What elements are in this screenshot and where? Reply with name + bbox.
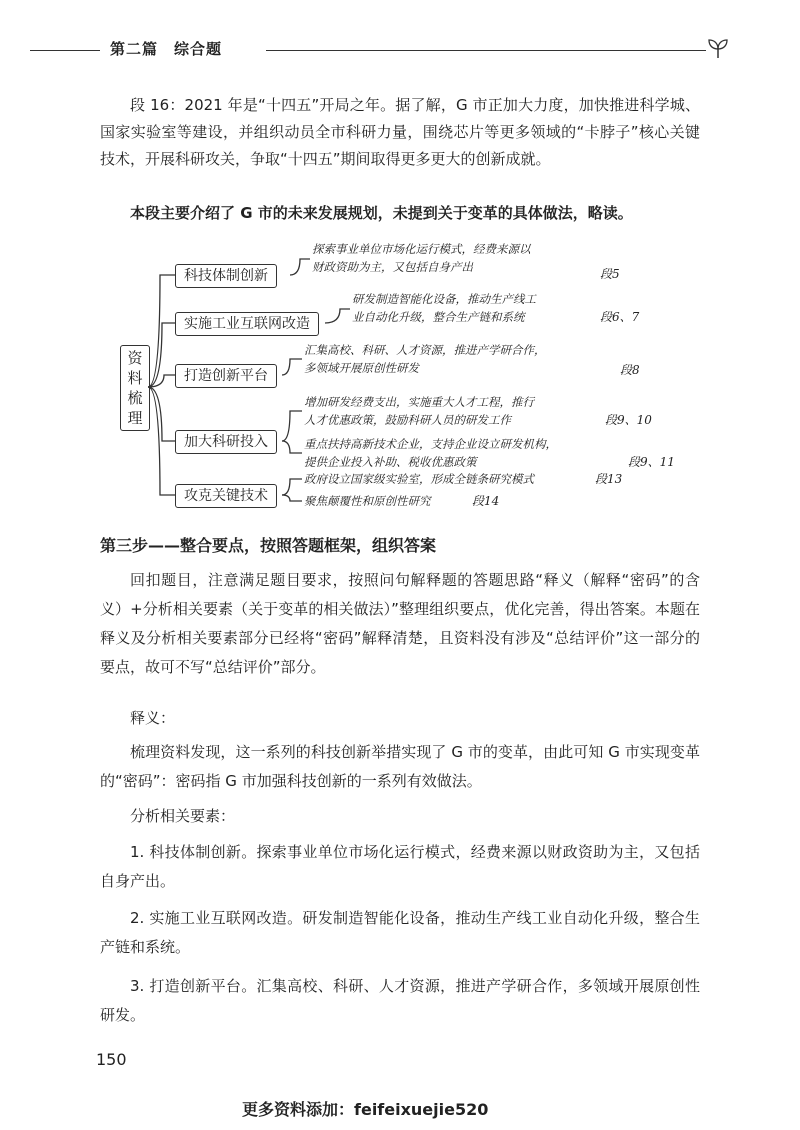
para-ref: 段9、11 bbox=[628, 455, 675, 469]
analysis-item-1: 1. 科技体制创新。探索事业单位市场化运行模式，经费来源以财政资助为主，又包括自身产出。 bbox=[100, 843, 700, 890]
shiyi-text: 梳理资料发现，这一系列的科技创新举措实现了 G 市的变革，由此可知 G 市实现变革的“密码”：密码指 G 市加强科技创新的一系列有效做法。 bbox=[100, 743, 700, 790]
branch-text-line: 探索事业单位市场化运行模式，经费来源以 bbox=[312, 242, 531, 256]
mind-map bbox=[100, 235, 740, 525]
analysis-item-3: 3. 打造创新平台。汇集高校、科研、人才资源，推进产学研合作，多领域开展原创性研发。 bbox=[100, 977, 700, 1024]
footer-note: 更多资料添加：feifeixuejie520 bbox=[242, 1100, 489, 1119]
branch-text-line: 聚焦颠覆性和原创性研究 bbox=[304, 494, 431, 508]
page-number: 150 bbox=[96, 1050, 127, 1069]
para-ref: 段5 bbox=[600, 267, 620, 281]
branch-text-line: 业自动化升级，整合生产链和系统 bbox=[352, 310, 525, 324]
branch-research-investment: 加大科研投入 bbox=[175, 430, 277, 454]
step3-heading: 第三步——整合要点，按照答题框架，组织答案 bbox=[100, 536, 437, 555]
branch-tech-system-text bbox=[312, 240, 531, 276]
analysis-item-2: 2. 实施工业互联网改造。研发制造智能化设备，推动生产线工业自动化升级，整合生产链和系统。 bbox=[100, 909, 700, 956]
branch-industrial-internet-text bbox=[352, 290, 536, 326]
branch-key-technology: 攻克关键技术 bbox=[175, 484, 277, 508]
branch-innovation-platform: 打造创新平台 bbox=[175, 364, 277, 388]
header-title: 第二篇 综合题 bbox=[110, 40, 223, 58]
para-ref: 段6、7 bbox=[600, 310, 640, 324]
branch-text-line: 提供企业投入补助、税收优惠政策 bbox=[304, 455, 477, 469]
para-ref: 段13 bbox=[595, 472, 623, 486]
mind-map-root-label: 资料梳理 bbox=[127, 349, 143, 427]
para-ref: 段9、10 bbox=[605, 413, 652, 427]
branch-industrial-internet: 实施工业互联网改造 bbox=[175, 312, 319, 336]
paragraph-note: 本段主要介绍了 G 市的未来发展规划，未提到关于变革的具体做法，略读。 bbox=[130, 204, 633, 222]
branch-text-line: 政府设立国家级实验室，形成全链条研究模式 bbox=[304, 472, 534, 486]
mind-map-root bbox=[120, 345, 150, 431]
branch-text-line: 重点扶持高新技术企业，支持企业设立研发机构， bbox=[304, 437, 557, 451]
header-rule-right bbox=[266, 50, 706, 51]
shiyi-label: 释义： bbox=[130, 709, 176, 727]
branch-text-line: 增加研发经费支出，实施重大人才工程，推行 bbox=[304, 395, 534, 409]
branch-text-line: 人才优惠政策，鼓励科研人员的研发工作 bbox=[304, 413, 511, 427]
branch-tech-system: 科技体制创新 bbox=[175, 264, 277, 288]
sprout-icon bbox=[706, 36, 730, 60]
branch-key-technology-text bbox=[304, 470, 534, 488]
branch-text-line: 研发制造智能化设备，推动生产线工 bbox=[352, 292, 536, 306]
branch-text-line: 汇集高校、科研、人才资源，推进产学研合作， bbox=[304, 343, 546, 357]
branch-text-line: 多领域开展原创性研发 bbox=[304, 361, 419, 375]
page-header bbox=[30, 34, 770, 64]
para-ref: 段8 bbox=[620, 363, 640, 377]
branch-research-investment-text-2 bbox=[304, 435, 557, 471]
paragraph-16: 段 16：2021 年是“十四五”开局之年。据了解，G 市正加大力度，加快推进科学城、国家实验室等建设，并组织动员全市科研力量，围绕芯片等更多领域的“卡脖子”核心关键技术，开展科研攻关，争取“十四五”期间取得更多更大的创新成就。 bbox=[100, 96, 700, 168]
header-rule-left bbox=[30, 50, 100, 51]
branch-text-line: 财政资助为主，又包括自身产出 bbox=[312, 260, 473, 274]
branch-research-investment-text bbox=[304, 393, 534, 429]
analysis-label: 分析相关要素： bbox=[130, 807, 236, 825]
answer-intro: 回扣题目，注意满足题目要求，按照问句解释题的答题思路“释义（解释“密码”的含义）+分析相关要素（关于变革的相关做法）”整理组织要点，优化完善，得出答案。本题在释义及分析相关要素部分已经将“密码”解释清楚，且资料没有涉及“总结评价”这一部分的要点，故可不写“总结评价”部分。 bbox=[100, 571, 700, 676]
para-ref: 段14 bbox=[472, 494, 500, 508]
branch-innovation-platform-text bbox=[304, 341, 546, 377]
branch-key-technology-text-2 bbox=[304, 492, 431, 510]
